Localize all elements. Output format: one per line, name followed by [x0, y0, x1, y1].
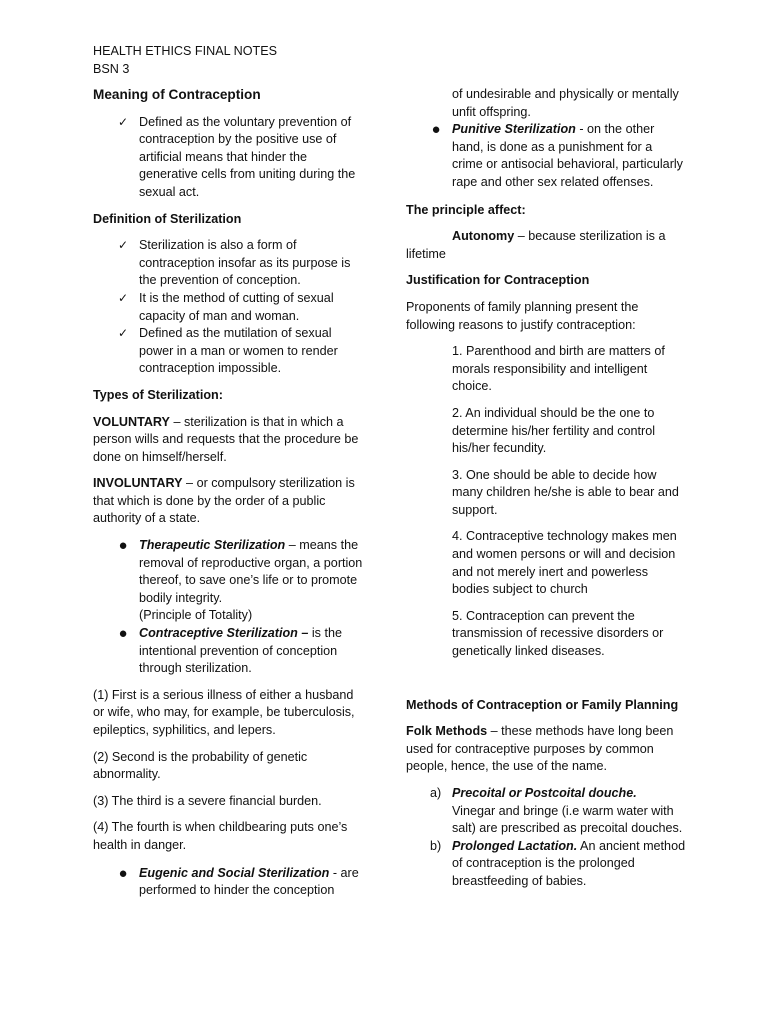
methods-list	[406, 785, 686, 891]
involuntary-types-list	[93, 537, 365, 678]
involuntary-paragraph: INVOLUNTARY – or compulsory sterilization is that which is done by the order of a public authority of a state.	[93, 476, 355, 526]
reason-paragraph: (3) The third is a severe financial burden.	[93, 793, 322, 808]
types-heading: Types of Sterilization:	[93, 387, 223, 402]
bullet-dot-icon: ●	[118, 625, 128, 643]
bullet-dot-icon: ●	[118, 864, 128, 882]
check-mark-icon: ✓	[117, 290, 129, 305]
principle-note: (Principle of Totality)	[139, 608, 253, 623]
justification-item: 1. Parenthood and birth are matters of morals responsibility and intelligent choice.	[452, 344, 665, 394]
meaning-list	[93, 114, 365, 202]
autonomy-paragraph: Autonomy – because sterilization is a lifetime	[406, 229, 666, 261]
voluntary-paragraph: VOLUNTARY – sterilization is that in which a person wills and requests that the procedure be done on himself/herself.	[93, 414, 359, 464]
eugenic-continuation: of undesirable and physically or mentally unfit offspring.	[452, 87, 679, 119]
check-mark-icon: ✓	[117, 114, 129, 129]
justification-item: 5. Contraception can prevent the transmission of recessive disorders or genetically linked diseases.	[452, 608, 664, 659]
list-item: ● Punitive Sterilization - on the other hand, is done as a punishment for a crime or antisocial behavioral, particularly rape and other sex related offenses.	[406, 121, 686, 191]
reason-paragraph: (2) Second is the probability of genetic abnormality.	[93, 749, 308, 782]
document-header	[93, 42, 277, 78]
list-item: b) Prolonged Lactation. An ancient method of contraception is the prolonged breastfeeding of babies.	[430, 838, 686, 888]
eugenic-list	[93, 865, 365, 900]
left-column	[93, 86, 365, 909]
justification-intro: Proponents of family planning present the following reasons to justify contraception:	[406, 299, 639, 332]
reason-paragraph: (1) First is a serious illness of either a husband or wife, who may, for example, be tuberculosis, epileptics, syphilitics, and lepers.	[93, 687, 355, 737]
principle-heading: The principle affect:	[406, 202, 526, 217]
check-mark-icon: ✓	[117, 238, 129, 253]
reason-paragraph: (4) The fourth is when childbearing puts one’s health in danger.	[93, 820, 348, 852]
list-item: ✓ It is the method of cutting of sexual capacity of man and woman.	[93, 290, 365, 325]
justification-heading: Justification for Contraception	[406, 273, 590, 288]
header-section: BSN 3	[93, 62, 130, 76]
justification-item: 2. An individual should be the one to determine his/her fertility and control his/her fecundity.	[452, 405, 655, 456]
list-item: ✓ Defined as the mutilation of sexual power in a man or women to render contraception impossible.	[93, 325, 365, 378]
bullet-dot-icon: ●	[431, 121, 441, 139]
sterilization-heading: Definition of Sterilization	[93, 211, 242, 226]
list-item: ● Therapeutic Sterilization – means the removal of reproductive organ, a portion thereof, to save one’s life or to promote bodily integrity. (Principle of Totality)	[93, 537, 365, 625]
sterilization-list	[93, 237, 365, 378]
list-item: a) Precoital or Postcoital douche. Vinegar and bringe (i.e warm water with salt) are prescribed as precoital douches.	[430, 786, 683, 836]
justification-item: 3. One should be able to decide how many children he/she is able to bear and support.	[452, 467, 679, 517]
list-item: ✓ Sterilization is also a form of contraception insofar as its purpose is the prevention of conception.	[93, 237, 365, 290]
section-spacer	[406, 670, 686, 697]
punitive-list	[406, 121, 686, 191]
justification-item: 4. Contraceptive technology makes men and women persons or will and decision and not merely inert and powerless bodies subject to church	[452, 529, 677, 597]
list-item: ✓ Defined as the voluntary prevention of contraception by the positive use of artificial means that hinder the generative cells from uniting during the sexual act.	[93, 114, 365, 202]
check-mark-icon: ✓	[117, 326, 129, 341]
list-item: ● Contraceptive Sterilization – is the intentional prevention of conception through sterilization.	[93, 625, 365, 678]
methods-heading: Methods of Contraception or Family Planning	[406, 697, 679, 712]
bullet-dot-icon: ●	[118, 537, 128, 555]
right-column	[406, 86, 686, 891]
meaning-heading: Meaning of Contraception	[93, 87, 261, 102]
list-item: ● Eugenic and Social Sterilization - are performed to hinder the conception	[93, 865, 365, 900]
folk-methods-paragraph: Folk Methods – these methods have long been used for contraceptive purposes by common people, hence, the use of the name.	[406, 724, 674, 774]
header-course: HEALTH ETHICS FINAL NOTES	[93, 44, 278, 58]
